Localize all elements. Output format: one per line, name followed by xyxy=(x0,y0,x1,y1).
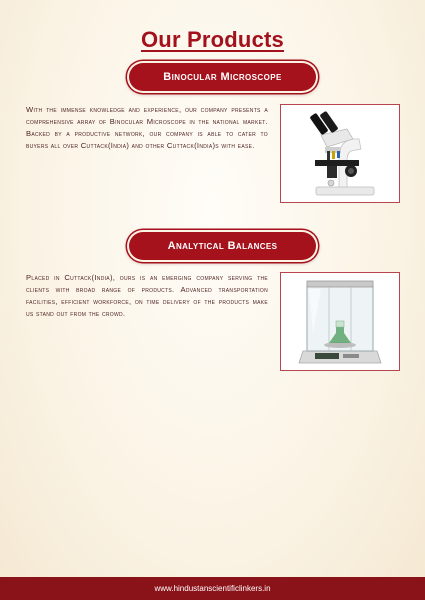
product-heading-binocular-microscope xyxy=(129,63,316,91)
product-heading-analytical-balances xyxy=(129,232,316,260)
footer-bar xyxy=(0,577,425,600)
footer-website-link[interactable]: www.hindustanscientificlinkers.in xyxy=(154,584,271,593)
product-heading-label: Analytical Balances xyxy=(167,240,278,252)
product-heading-label: Binocular Microscope xyxy=(163,71,282,83)
product-description: Placed in Cuttack(India), ours is an emerging company serving the clients with broad range of products. Advanced transportation facilities, efficient workforce, on time delivery of the products make us stand out from the crowd. xyxy=(26,273,268,318)
analytical-balance-image xyxy=(280,272,400,371)
product-description: With the immense knowledge and experience, our company presents a comprehensive array of Binocular Microscope in the national market. Backed by a productive network, our company is able to cater to buyers all over Cuttack(India) and other Cuttack(India)s with ease. xyxy=(26,105,268,150)
page-title: Our Products xyxy=(141,27,284,52)
analytical-balance-icon xyxy=(281,273,399,370)
microscope-image xyxy=(280,104,400,203)
microscope-icon xyxy=(281,105,399,202)
